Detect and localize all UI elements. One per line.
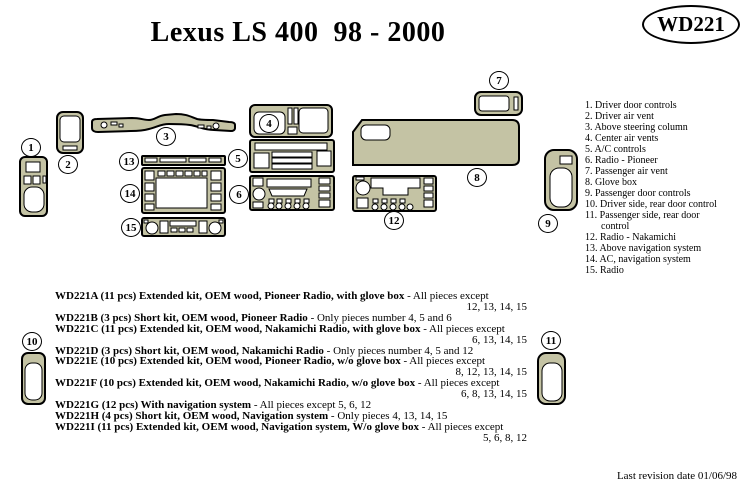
- kit-name: WD221E (10 pcs) Extended kit, OEM wood, Pioneer Radio, w/o glove box: [55, 355, 401, 368]
- kit-name: WD221H (4 pcs) Short kit, OEM wood, Navigation system: [55, 409, 329, 422]
- legend-item: 9. Passenger door controls: [585, 188, 691, 199]
- piece-passenger-air-vent: [474, 91, 523, 116]
- kit-detail: - Only pieces number 4, 5 and 6: [307, 311, 452, 324]
- piece-driver-door-controls: [19, 156, 48, 217]
- revision-date: Last revision date 01/06/98: [616, 470, 737, 482]
- kit-description-continuation: 6, 8, 13, 14, 15: [461, 388, 527, 401]
- callout-15: 15: [121, 218, 141, 237]
- kit-description: [55, 291, 527, 302]
- legend-item: 15. Radio: [585, 265, 624, 276]
- kit-name: WD221D (3 pcs) Short kit, OEM wood, Nakamichi Radio: [55, 344, 324, 357]
- piece-driver-rear-door-control: [21, 352, 46, 405]
- part-code-badge: [642, 5, 740, 44]
- callout-10: 10: [22, 332, 42, 351]
- kit-descriptions: [55, 291, 527, 444]
- kit-detail: - All pieces except: [420, 322, 505, 335]
- kit-description: [55, 378, 527, 389]
- kit-name: WD221A (11 pcs) Extended kit, OEM wood, Pioneer Radio, with glove box: [55, 290, 405, 302]
- callout-6: 6: [229, 185, 249, 204]
- part-code-label: WD221: [657, 12, 725, 36]
- piece-radio-nakamichi: [352, 175, 437, 213]
- callout-11: 11: [541, 331, 561, 350]
- callout-5: 5: [228, 149, 248, 168]
- kit-detail: - All pieces except: [400, 355, 486, 368]
- kit-detail: - All pieces except: [404, 290, 489, 302]
- kit-name: WD221F (10 pcs) Extended kit, OEM wood, Nakamichi Radio, w/o glove box: [55, 377, 416, 390]
- callout-9: 9: [538, 214, 558, 233]
- kit-name: WD221I (11 pcs) Extended kit, OEM wood, Navigation system, W/o glove box: [55, 420, 420, 433]
- page-title: Lexus LS 400 98 - 2000: [150, 17, 446, 48]
- legend-item: 14. AC, navigation system: [585, 254, 691, 265]
- legend-item: 3. Above steering column: [585, 122, 688, 133]
- legend-item: 5. A/C controls: [585, 144, 646, 155]
- piece-passenger-door-controls: [544, 149, 578, 211]
- piece-above-navigation-strip: [141, 155, 226, 166]
- kit-detail: - Only pieces number 4, 5 and 12: [323, 344, 474, 357]
- legend-item: 6. Radio - Pioneer: [585, 155, 658, 166]
- legend-item: 13. Above navigation system: [585, 243, 702, 254]
- piece-radio-panel: [141, 217, 226, 237]
- legend-item-continuation: control: [601, 221, 630, 232]
- kit-detail: - All pieces except 5, 6, 12: [251, 399, 372, 412]
- kit-description-continuation: 12, 13, 14, 15: [466, 300, 527, 313]
- callout-12: 12: [384, 211, 404, 230]
- callout-4: 4: [259, 114, 279, 133]
- piece-passenger-rear-door-control: [537, 352, 566, 405]
- kit-detail: - Only pieces 4, 13, 14, 15: [328, 409, 448, 422]
- kit-detail: - All pieces except: [415, 377, 500, 390]
- legend-item: 2. Driver air vent: [585, 111, 654, 122]
- callout-1: 1: [21, 138, 41, 157]
- callout-7: 7: [489, 71, 509, 90]
- kit-description-continuation: 5, 6, 8, 12: [483, 431, 527, 444]
- legend-item: 7. Passenger air vent: [585, 166, 668, 177]
- kit-detail: - All pieces except: [419, 420, 504, 433]
- callout-8: 8: [467, 168, 487, 187]
- callout-2: 2: [58, 155, 78, 174]
- legend-item: 11. Passenger side, rear door: [585, 210, 700, 221]
- legend-item: 8. Glove box: [585, 177, 637, 188]
- kit-name: WD221G (12 pcs) With navigation system: [55, 399, 252, 412]
- legend-item: 12. Radio - Nakamichi: [585, 232, 677, 243]
- legend-list: [585, 100, 748, 276]
- kit-name: WD221C (11 pcs) Extended kit, OEM wood, Nakamichi Radio, with glove box: [55, 322, 421, 335]
- piece-driver-air-vent: [56, 111, 84, 154]
- piece-radio-pioneer: [249, 175, 335, 212]
- kit-name: WD221B (3 pcs) Short kit, OEM wood, Pioneer Radio: [55, 311, 308, 324]
- legend-item: 10. Driver side, rear door control: [585, 199, 717, 210]
- kit-description: [55, 422, 527, 433]
- piece-ac-controls: [249, 139, 335, 174]
- kit-description-continuation: 8, 12, 13, 14, 15: [455, 366, 527, 379]
- piece-glove-box: [351, 119, 521, 168]
- callout-14: 14: [120, 184, 140, 203]
- kit-description: [55, 324, 527, 335]
- legend-item: 4. Center air vents: [585, 133, 659, 144]
- callout-3: 3: [156, 127, 176, 146]
- piece-ac-navigation-panel: [141, 167, 226, 214]
- legend-item: 1. Driver door controls: [585, 100, 677, 111]
- callout-13: 13: [119, 152, 139, 171]
- kit-description-continuation: 6, 13, 14, 15: [472, 333, 527, 346]
